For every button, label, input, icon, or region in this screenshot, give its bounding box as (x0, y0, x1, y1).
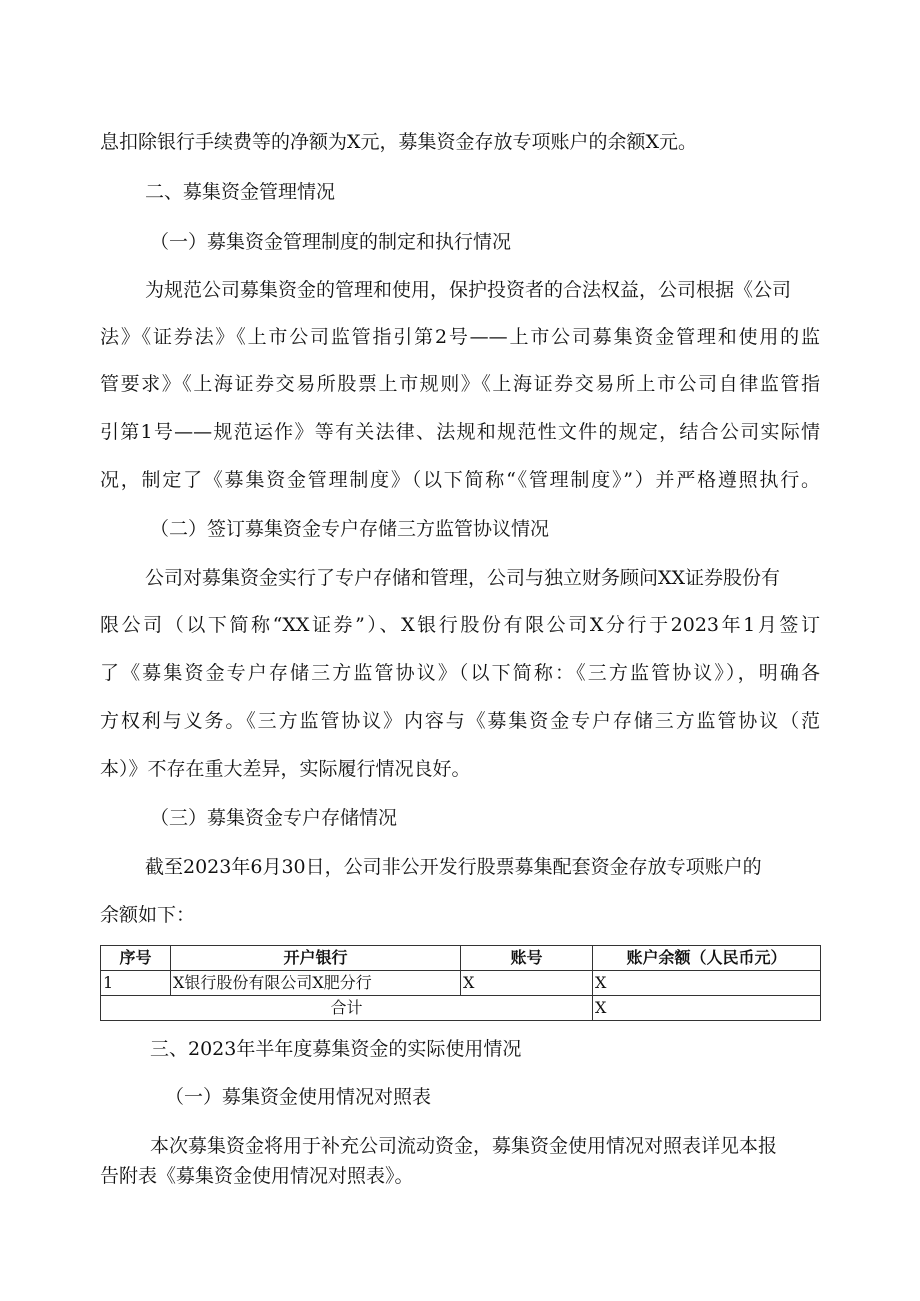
section-2-1-line-5: 况，制定了《募集资金管理制度》（以下简称“《管理制度》”）并严格遵照执行。 (100, 469, 820, 491)
section-2-1-line-4: 引第1号——规范运作》等有关法律、法规和规范性文件的规定，结合公司实际情 (100, 421, 820, 443)
section-2-1-line-3: 管要求》《上海证券交易所股票上市规则》《上海证券交易所上市公司自律监管指 (100, 373, 820, 395)
header-balance: 账户余额（人民币元） (593, 946, 821, 971)
section-2-2-line-3: 了《募集资金专户存储三方监管协议》（以下简称：《三方监管协议》），明确各 (100, 662, 820, 684)
header-account: 账号 (461, 946, 593, 971)
section-2-1-line-2: 法》《证券法》《上市公司监管指引第2号——上市公司募集资金管理和使用的监 (100, 326, 820, 348)
cell-bank: X银行股份有限公司X肥分行 (171, 971, 461, 996)
account-balance-table (100, 945, 821, 1021)
header-bank: 开户银行 (171, 946, 461, 971)
table-header-row (101, 946, 821, 971)
header-index: 序号 (101, 946, 171, 971)
total-value: X (593, 996, 821, 1021)
section-2-2-heading: （二）签订募集资金专户存储三方监管协议情况 (150, 518, 550, 540)
cell-account: X (461, 971, 593, 996)
section-2-1-heading: （一）募集资金管理制度的制定和执行情况 (150, 231, 512, 253)
section-3-heading: 三、2023年半年度募集资金的实际使用情况 (150, 1038, 522, 1060)
section-2-1-line-1: 为规范公司募集资金的管理和使用，保护投资者的合法权益，公司根据《公司 (145, 279, 792, 301)
section-3-1-heading: （一）募集资金使用情况对照表 (165, 1086, 432, 1108)
section-2-3-line-1: 截至2023年6月30日，公司非公开发行股票募集配套资金存放专项账户的 (145, 856, 762, 878)
section-2-2-line-2: 限公司（以下简称“XX证券”）、X银行股份有限公司X分行于2023年1月签订 (100, 614, 820, 636)
paragraph-continuation: 息扣除银行手续费等的净额为X元，募集资金存放专项账户的余额X元。 (100, 131, 698, 153)
table-row (101, 971, 821, 996)
section-2-3-line-2: 余额如下： (100, 904, 196, 926)
section-2-3-heading: （三）募集资金专户存储情况 (150, 807, 398, 829)
cell-balance: X (593, 971, 821, 996)
total-label: 合计 (101, 996, 593, 1021)
section-2-heading: 二、募集资金管理情况 (145, 181, 336, 203)
section-2-2-line-5: 本）》不存在重大差异，实际履行情况良好。 (100, 758, 471, 780)
cell-index: 1 (101, 971, 171, 996)
section-3-1-line-1: 本次募集资金将用于补充公司流动资金，募集资金使用情况对照表详见本报 (150, 1135, 778, 1157)
section-2-2-line-1: 公司对募集资金实行了专户存储和管理，公司与独立财务顾问XX证券股份有 (145, 567, 781, 589)
table-total-row (101, 996, 821, 1021)
section-3-1-line-2: 告附表《募集资金使用情况对照表》。 (100, 1165, 414, 1187)
section-2-2-line-4: 方权利与义务。《三方监管协议》内容与《募集资金专户存储三方监管协议（范 (100, 710, 820, 732)
